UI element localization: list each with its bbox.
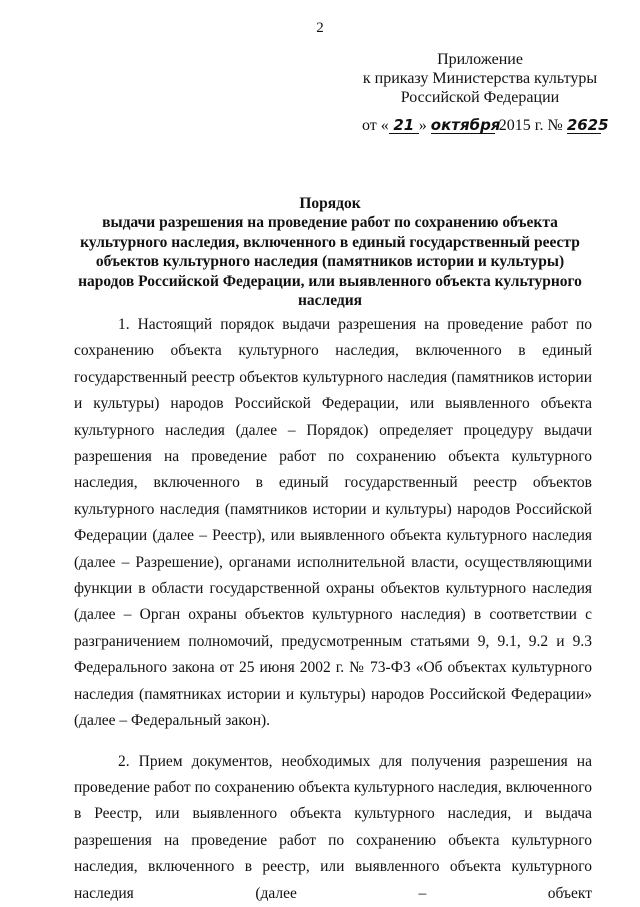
- handwritten-month: октября: [430, 116, 501, 134]
- order-date-line: [362, 116, 609, 135]
- appendix-line-2: к приказу Министерства культуры: [362, 70, 598, 87]
- order-year: 2015 г. №: [498, 117, 563, 134]
- appendix-line-1: Приложение: [437, 51, 523, 68]
- title-heading: Порядок: [299, 195, 361, 212]
- order-quote-close: »: [418, 117, 427, 134]
- handwritten-order-number: 2625: [566, 116, 609, 134]
- title-subtitle: выдачи разрешения на проведение работ по сохранению объекта культурного наследия, включенного в единый государственный реестр объектов культурного наследия (памятников истории и культуры) народов Российской Федерации, или выявленного объекта культурного наследия: [78, 214, 582, 310]
- paragraph-1: 1. Настоящий порядок выдачи разрешения на проведение работ по сохранению объекта культурного наследия, включенного в единый государственный реестр объектов культурного наследия (памятников истории и культуры) народов Российской Федерации, или выявленного объекта культурного наследия (далее – Порядок) определяет процедуру выдачи разрешения на проведение работ по сохранению объекта культурного наследия, включенного в единый государственный реестр объектов культурного наследия (памятников истории и культуры) народов Российской Федерации (далее – Реестр), или выявленного объекта культурного наследия (далее – Разрешение), органами исполнительной власти, осуществляющими функции в области государственной охраны объектов культурного наследия (далее – Орган охраны объектов культурного наследия) в соответствии с разграничением полномочий, предусмотренным статьями 9, 9.1, 9.2 и 9.3 Федерального закона от 25 июня 2002 г. № 73-ФЗ «Об объектах культурного наследия (памятниках истории и культуры) народов Российской Федерации» (далее – Федеральный закон).: [74, 316, 592, 730]
- appendix-block: [330, 50, 630, 107]
- document-title: [70, 194, 590, 310]
- page-number: 2: [316, 20, 324, 36]
- handwritten-day: 21: [389, 117, 419, 134]
- document-body: [74, 312, 592, 907]
- appendix-line-3: Российской Федерации: [400, 89, 560, 106]
- paragraph-2: 2. Прием документов, необходимых для получения разрешения на проведение работ по сохранению объекта культурного наследия, включенного в Реестр, или выявленного объекта культурного наследия, и выдача разрешения на проведение работ по сохранению объекта культурного наследия, включенного в реестр, или выявленного объекта культурного наследия (далее – объект: [74, 752, 592, 902]
- order-prefix: от «: [362, 117, 389, 134]
